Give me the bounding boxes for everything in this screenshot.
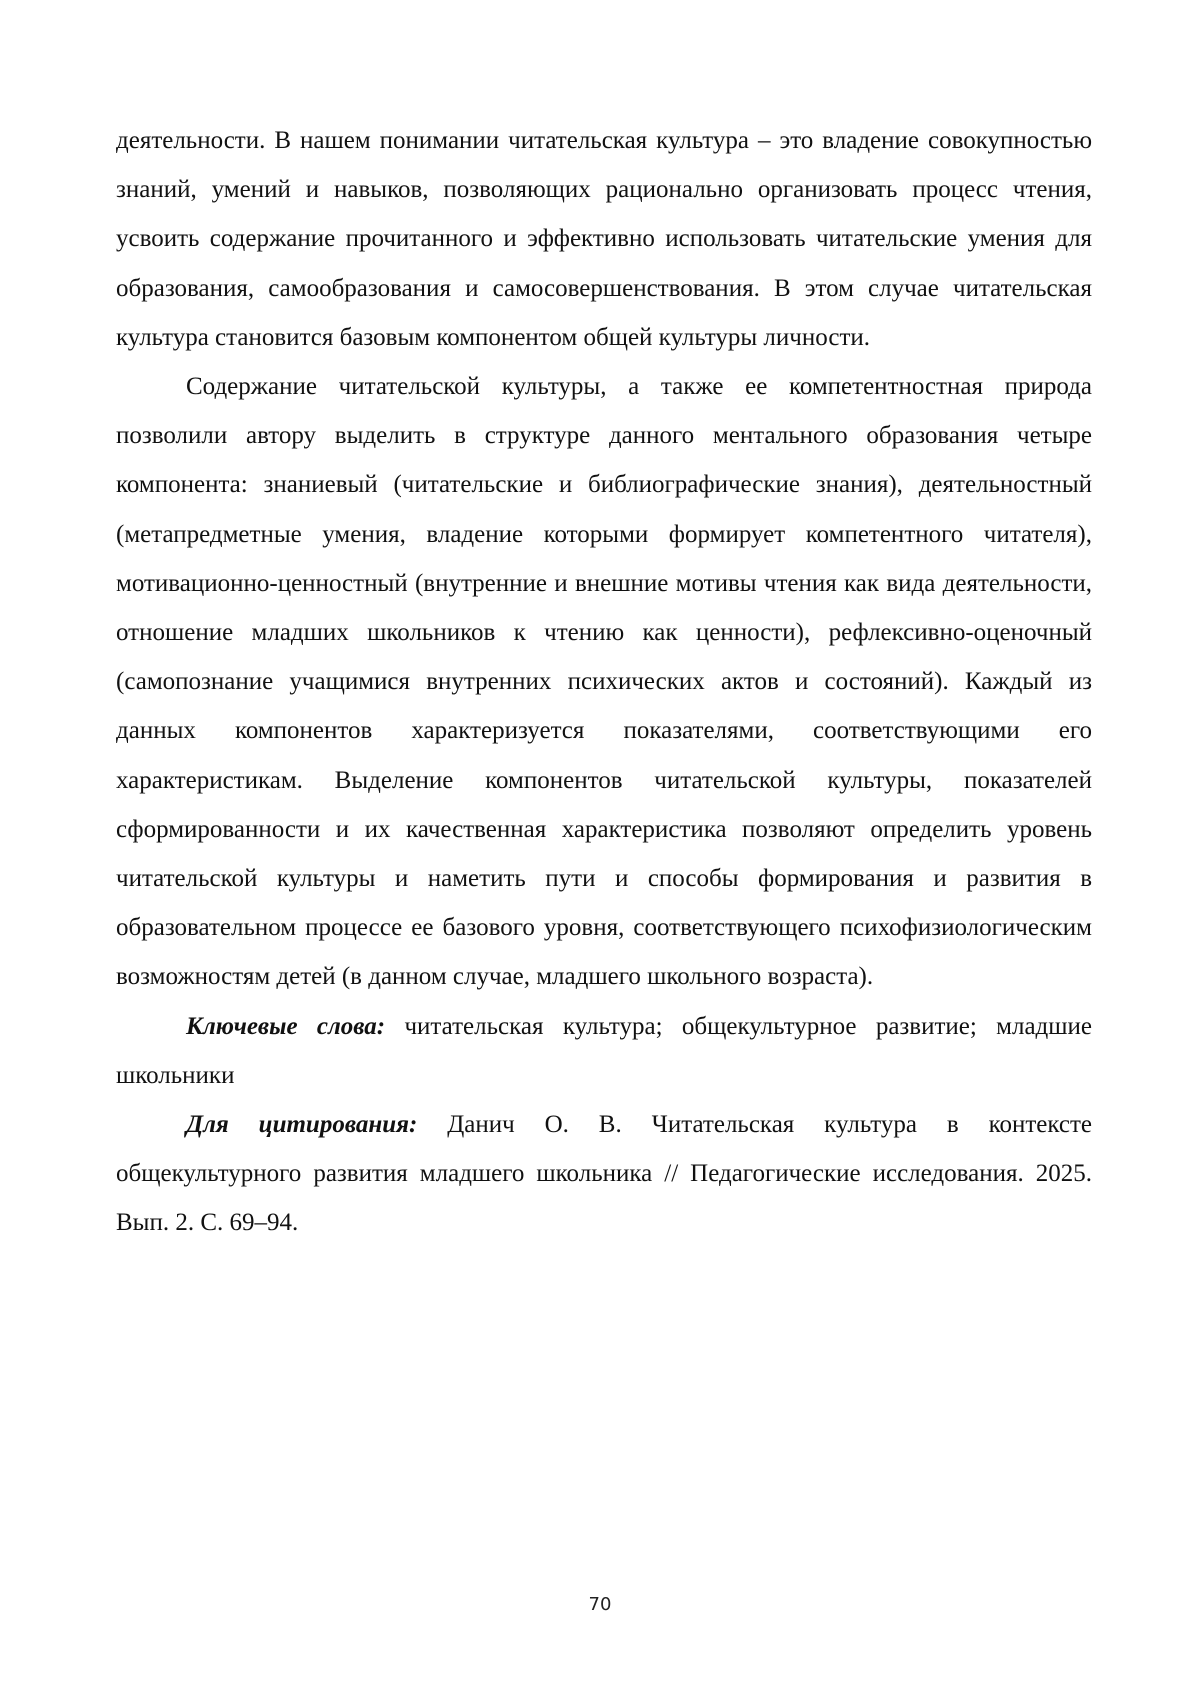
body-paragraph-2: Содержание читательской культуры, а также ее компетентностная природа позволили автору выделить в структуре данного ментального образования четыре компонента: знаниевый (читательские и библиографические знания), деятельностный (метапредметные умения, владение которыми формирует компетентного читателя), мотивационно-ценностный (внутренние и внешние мотивы чтения как вида деятельности, отношение младших школьников к чтению как ценности), рефлексивно-оценочный (самопознание учащимися внутренних психических актов и состояний). Каждый из данных компонентов характеризуется показателями, соответствующими его характеристикам. Выделение компонентов читательской культуры, показателей сформированности и их качественная характеристика позволяют определить уровень читательской культуры и наметить пути и способы формирования и развития в образовательном процессе ее базового уровня, соответствующего психофизиологическим возможностям детей (в данном случае, младшего школьного возраста). xyxy=(116,373,1092,991)
citation-label: Для цитирования: xyxy=(186,1111,418,1139)
article-page xyxy=(116,116,1092,1248)
keywords-text: читательская культура; общекультурное развитие; младшие школьники xyxy=(116,1012,1092,1089)
citation-paragraph xyxy=(116,1100,1092,1248)
keywords-paragraph xyxy=(116,1002,1092,1100)
body-paragraph-1: деятельности. В нашем понимании читательская культура – это владение совокупностью знаний, умений и навыков, позволяющих рационально организовать процесс чтения, усвоить содержание прочитанного и эффективно использовать читательские умения для образования, самообразования и самосовершенствования. В этом случае читательская культура становится базовым компонентом общей культуры личности. xyxy=(116,127,1092,351)
page-number: 70 xyxy=(588,1594,612,1615)
keywords-label: Ключевые слова: xyxy=(186,1012,386,1040)
citation-text: Данич О. В. Читательская культура в контексте общекультурного развития младшего школьника // Педагогические исследования. 2025. Вып. 2. С. 69–94. xyxy=(116,1111,1093,1237)
